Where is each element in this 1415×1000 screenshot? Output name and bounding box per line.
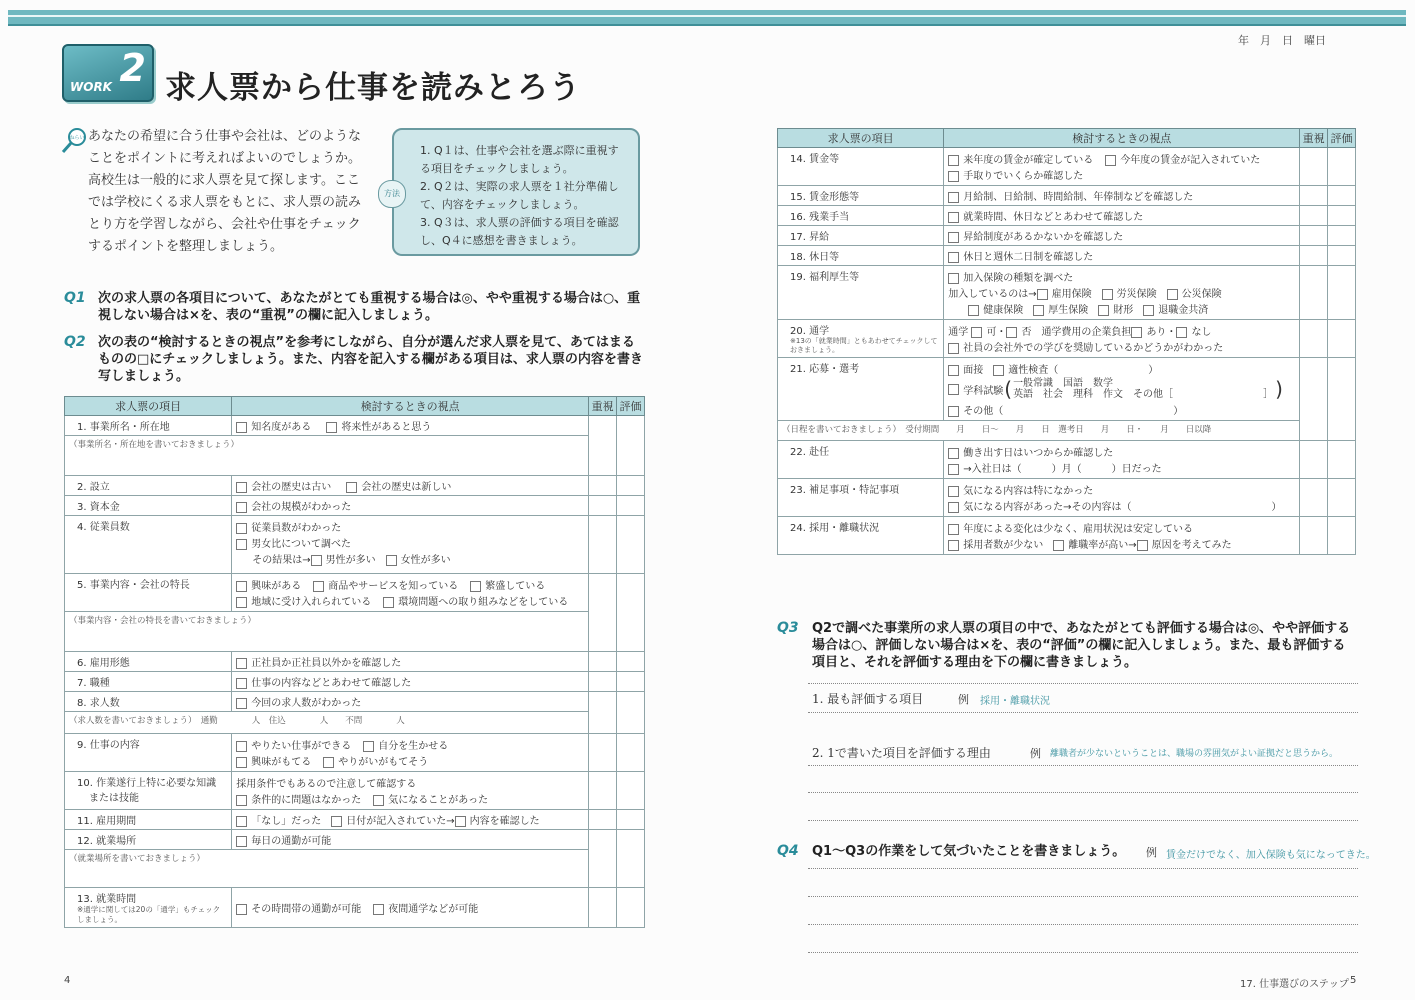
answer-2-field[interactable] — [808, 792, 1358, 793]
checkbox[interactable] — [236, 816, 247, 827]
option-label: 健康保険 — [983, 305, 1024, 316]
row-item-label: 7. 職種 — [65, 672, 232, 692]
q4-label: Q4 — [777, 843, 799, 859]
checkbox[interactable] — [236, 904, 247, 915]
row-options — [944, 517, 1300, 555]
rating-cell[interactable] — [617, 416, 645, 476]
row-item-label-line: 10. 作業遂行上特に必要な知識 — [77, 778, 217, 789]
row-item-label: 18. 休日等 — [778, 246, 944, 266]
option-label: 地域に受け入れられている — [251, 597, 372, 608]
checkbox[interactable] — [236, 678, 247, 689]
option-label: 繁盛している — [485, 581, 546, 592]
option-label: 適性検査（ — [1008, 365, 1059, 376]
option-label: 気になることがあった — [388, 795, 489, 806]
write-in-hint: （事業内容・会社の特長を書いておきましょう） — [69, 616, 257, 626]
rating-cell[interactable] — [617, 888, 645, 928]
checkbox[interactable] — [236, 698, 247, 709]
checkbox[interactable] — [948, 486, 959, 497]
importance-cell[interactable] — [1300, 320, 1328, 358]
importance-cell[interactable] — [589, 476, 617, 496]
checkbox[interactable] — [1137, 540, 1148, 551]
row-item-label: 4. 従業員数 — [65, 516, 232, 574]
row-options — [232, 888, 589, 928]
result-prefix: その結果は→ — [252, 555, 311, 566]
option-label: 公災保険 — [1181, 289, 1222, 300]
checkbox[interactable] — [313, 581, 324, 592]
q4-answer-field[interactable] — [808, 868, 1358, 869]
row-item-label: 23. 補足事項・特記事項 — [778, 479, 944, 517]
row-options — [944, 320, 1300, 358]
checkbox[interactable] — [1105, 155, 1116, 166]
rating-cell[interactable] — [617, 810, 645, 830]
option-label: 自分を生かせる — [378, 741, 449, 752]
importance-cell[interactable] — [589, 810, 617, 830]
badge-word: WORK — [70, 80, 112, 94]
col-header-importance: 重視 — [1300, 129, 1328, 148]
checkbox[interactable] — [948, 502, 959, 513]
option-label: 興味がもてる — [251, 757, 312, 768]
row-instruction: 採用条件でもあるので注意して確認する — [236, 779, 417, 790]
answer-2-example: 離職者が少ないということは、職場の雰囲気がよい証拠だと思うから。 — [1050, 749, 1339, 759]
checkbox[interactable] — [236, 523, 247, 534]
checkbox[interactable] — [373, 904, 384, 915]
row-options — [944, 186, 1300, 206]
option-label: 知名度がある — [251, 422, 312, 433]
rating-cell[interactable] — [617, 516, 645, 574]
option-label: 厚生保険 — [1048, 305, 1089, 316]
option-label: 離職率が高い→ — [1068, 540, 1137, 551]
answer-2-field[interactable] — [808, 820, 1358, 821]
checkbox[interactable] — [373, 795, 384, 806]
option-label: 条件的に問題はなかった — [251, 795, 362, 806]
option-label: 就業時間、休日などとあわせて確認した — [963, 212, 1144, 223]
checkbox[interactable] — [948, 524, 959, 535]
option-label: 年度による変化は少なく、雇用状況は安定している — [963, 524, 1194, 535]
option-label: 商品やサービスを知っている — [328, 581, 459, 592]
checkbox[interactable] — [948, 232, 959, 243]
method-badge: 方法 — [378, 180, 406, 208]
row-item-label: 1. 事業所名・所在地 — [65, 416, 232, 436]
rating-cell[interactable] — [1328, 517, 1356, 555]
answer-1-example: 採用・離職状況 — [980, 696, 1050, 707]
option-label: 加入保険の種類を調べた — [963, 273, 1074, 284]
option-label: 毎日の通勤が可能 — [251, 836, 332, 847]
row-options — [944, 266, 1300, 320]
write-in-hint: （求人数を書いておきましょう） — [69, 716, 193, 726]
importance-cell[interactable] — [589, 734, 617, 772]
rating-cell[interactable] — [617, 772, 645, 810]
option-label: 将来性があると思う — [341, 422, 432, 433]
option-label: 夜間通学などが可能 — [388, 904, 479, 915]
importance-cell[interactable] — [1300, 479, 1328, 517]
rating-cell[interactable] — [617, 652, 645, 672]
intro-text: あなたの希望に合う仕事や会社は、どのようなことをポイントに考えればよいのでしょうか。高校生は一般的に求人票を見て探します。ここでは学校にくる求人票をもとに、求人票の読みとり方を学習しながら、会社や仕事をチェックするポイントを整理しましょう。 — [88, 129, 362, 254]
method-item: 3. Q３は、求人票の評価する項目を確認し、Q４に感想を書きましょう。 — [420, 216, 619, 247]
row-item-label: 21. 応募・選考 — [778, 358, 944, 421]
right-checklist-table — [777, 128, 1356, 555]
importance-cell[interactable] — [1300, 148, 1328, 186]
row-item-label — [65, 772, 232, 810]
option-label: 仕事の内容などとあわせて確認した — [251, 678, 412, 689]
row-options — [232, 734, 589, 772]
row-options — [944, 206, 1300, 226]
checkbox[interactable] — [1102, 289, 1113, 300]
option-label: 労災保険 — [1116, 289, 1157, 300]
checkbox[interactable] — [236, 757, 247, 768]
row-item-label: 16. 残業手当 — [778, 206, 944, 226]
checkbox[interactable] — [383, 597, 394, 608]
option-label: 男女比について調べた — [251, 539, 352, 550]
option-label: 否 — [1021, 327, 1032, 338]
row-options — [232, 574, 589, 612]
checkbox[interactable] — [993, 365, 1004, 376]
importance-cell[interactable] — [589, 516, 617, 574]
checkbox[interactable] — [948, 448, 959, 459]
col-header-viewpoint: 検討するときの視点 — [232, 397, 589, 416]
rating-cell[interactable] — [1328, 148, 1356, 186]
method-item: 1. Q１は、仕事や会社を選ぶ際に重視する項目をチェックしましょう。 — [420, 144, 619, 175]
date-labels: 年 月 日 曜日 — [1238, 34, 1326, 47]
importance-cell[interactable] — [1300, 206, 1328, 226]
q4-answer-field[interactable] — [808, 952, 1358, 953]
row-item-label: 5. 事業内容・会社の特長 — [65, 574, 232, 612]
checkbox[interactable] — [968, 305, 979, 316]
row-item-label: 9. 仕事の内容 — [65, 734, 232, 772]
option-label: 雇用保険 — [1051, 289, 1092, 300]
checkbox[interactable] — [948, 252, 959, 263]
magnifier-icon — [60, 126, 90, 156]
rating-cell[interactable] — [1328, 266, 1356, 320]
option-label: その時間帯の通勤が可能 — [251, 904, 362, 915]
option-label: 財形 — [1113, 305, 1134, 316]
row-item-label: 17. 昇給 — [778, 226, 944, 246]
importance-cell[interactable] — [1300, 226, 1328, 246]
checkbox[interactable] — [948, 343, 959, 354]
rating-cell[interactable] — [1328, 246, 1356, 266]
row-item-label: 19. 福利厚生等 — [778, 266, 944, 320]
exam-subjects: ］ — [1263, 389, 1274, 400]
row-item-label: 24. 採用・離職状況 — [778, 517, 944, 555]
checkbox[interactable] — [236, 795, 247, 806]
q4-answer-field[interactable] — [808, 924, 1358, 925]
q2-text: 次の表の“検討するときの視点”を参考にしながら、自分が選んだ求人票を見て、あてはまるものの□にチェックしましょう。また、内容を記入する欄がある項目は、求人票の内容を書き写しましょう。 — [98, 335, 643, 384]
rating-cell[interactable] — [617, 496, 645, 516]
write-in-fields: 通勤 人 住込 人 不問 人 — [200, 716, 405, 726]
checkbox[interactable] — [470, 581, 481, 592]
option-label: 男性が多い — [325, 555, 376, 566]
row-options — [232, 496, 589, 516]
row-options — [944, 148, 1300, 186]
row-item-label: 22. 赴任 — [778, 441, 944, 479]
row-options — [232, 692, 589, 712]
importance-cell[interactable] — [1300, 246, 1328, 266]
write-in-hint: （就業場所を書いておきましょう） — [69, 854, 206, 864]
option-label: 学科試験 — [963, 385, 1004, 397]
badge-number: 2 — [119, 46, 146, 90]
chapter-label: 17. 仕事選びのステップ — [1240, 979, 1349, 990]
checkbox[interactable] — [1143, 305, 1154, 316]
checkbox[interactable] — [236, 741, 247, 752]
option-label: その他（ — [963, 406, 1004, 417]
write-in-field[interactable] — [65, 612, 589, 652]
rating-cell[interactable] — [1328, 320, 1356, 358]
rating-cell[interactable] — [1328, 441, 1356, 479]
row-item-label: 12. 就業場所 — [65, 830, 232, 850]
write-in-field[interactable] — [778, 421, 1300, 441]
checkbox[interactable] — [236, 482, 247, 493]
option-label: 来年度の賃金が確定している — [963, 155, 1094, 166]
row-options — [944, 226, 1300, 246]
q3-text: Q2で調べた事業所の求人票の項目の中で、あなたがとても評価する場合は◎、やや評価する場合は○、評価しない場合は×を、表の“評価”の欄に記入しましょう。また、最も評価する項目と、それを評価する理由を下の欄に書きましょう。 — [812, 621, 1351, 670]
checkbox[interactable] — [386, 555, 397, 566]
left-checklist-table — [64, 396, 645, 928]
option-label: 環境問題への取り組みなどをしている — [398, 597, 569, 608]
option-label: 会社の歴史は古い — [251, 482, 332, 493]
rating-cell[interactable] — [617, 692, 645, 734]
checkbox[interactable] — [1167, 289, 1178, 300]
row-options — [232, 652, 589, 672]
checkbox[interactable] — [1176, 327, 1187, 338]
row-options — [232, 772, 589, 810]
row-item-label: 14. 賃金等 — [778, 148, 944, 186]
row-options — [232, 672, 589, 692]
checkbox[interactable] — [455, 816, 466, 827]
option-label: 日付が記入されていた→ — [346, 816, 455, 827]
row-item-label: 6. 雇用形態 — [65, 652, 232, 672]
rating-cell[interactable] — [1328, 479, 1356, 517]
checkbox[interactable] — [331, 816, 342, 827]
row-item-label-line: 20. 通学 — [790, 326, 830, 337]
q4-text: Q1〜Q3の作業をして気づいたことを書きましょう。 — [812, 844, 1126, 859]
checkbox[interactable] — [236, 422, 247, 433]
checkbox[interactable] — [236, 597, 247, 608]
importance-cell[interactable] — [589, 496, 617, 516]
option-label: 手取りでいくらか確認した — [963, 171, 1084, 182]
checkbox[interactable] — [971, 327, 982, 338]
option-label: 休日と週休二日制を確認した — [963, 252, 1094, 263]
row-item-label: 2. 設立 — [65, 476, 232, 496]
exam-subjects: 一般常識 国語 数学 — [1013, 378, 1114, 389]
insurance-prefix: 加入しているのは→ — [948, 289, 1037, 300]
row-options — [944, 441, 1300, 479]
option-label: やりたい仕事ができる — [251, 741, 352, 752]
option-label: 可・ — [986, 327, 1007, 338]
checkbox[interactable] — [363, 741, 374, 752]
q2-label: Q2 — [64, 334, 86, 350]
checkbox[interactable] — [346, 482, 357, 493]
importance-cell[interactable] — [1300, 266, 1328, 320]
option-label: 会社の規模がわかった — [251, 502, 352, 513]
checkbox[interactable] — [236, 581, 247, 592]
option-label: 興味がある — [251, 581, 302, 592]
importance-cell[interactable] — [589, 574, 617, 652]
checkbox[interactable] — [236, 836, 247, 847]
q1-text: 次の求人票の各項目について、あなたがとても重視する場合は◎、やや重視する場合は○、重視しない場合は×を、表の“重視”の欄に記入しましょう。 — [98, 291, 641, 323]
rating-cell[interactable] — [617, 830, 645, 888]
q4-example-label: 例 — [1146, 846, 1157, 859]
checkbox[interactable] — [1131, 327, 1142, 338]
answer-rule — [808, 683, 1358, 684]
row-options — [944, 246, 1300, 266]
option-label: ） — [1271, 502, 1282, 513]
magnifier-label: ねらい — [69, 135, 85, 141]
col-header-rating: 評価 — [617, 397, 645, 416]
checkbox[interactable] — [236, 539, 247, 550]
row-options — [232, 476, 589, 496]
method-box — [392, 128, 640, 256]
row-options — [232, 516, 589, 574]
col-header-rating: 評価 — [1328, 129, 1356, 148]
option-label: 通学 — [948, 327, 969, 338]
option-label: 従業員数がわかった — [251, 523, 342, 534]
q1-label: Q1 — [64, 290, 86, 306]
row-item-subnote: ※13の「就業時間」ともあわせてチェックしておきましょう。 — [790, 337, 938, 354]
row-options — [232, 830, 589, 850]
importance-cell[interactable] — [1300, 186, 1328, 206]
importance-cell[interactable] — [589, 772, 617, 810]
option-label: やりがいがもてそう — [338, 757, 429, 768]
col-header-item: 求人票の項目 — [65, 397, 232, 416]
write-in-hint: （日程を書いておきましょう） — [782, 425, 897, 435]
col-header-importance: 重視 — [589, 397, 617, 416]
schedule-fields: 受付期間 月 日〜 月 日 選考日 月 日・ 月 日以降 — [905, 425, 1212, 435]
option-label: 「なし」だった — [251, 816, 322, 827]
rating-cell[interactable] — [1328, 186, 1356, 206]
checkbox[interactable] — [948, 171, 959, 182]
row-item-label: 3. 資本金 — [65, 496, 232, 516]
rating-cell[interactable] — [1328, 206, 1356, 226]
row-item-label: 8. 求人数 — [65, 692, 232, 712]
checkbox[interactable] — [948, 273, 959, 284]
row-options — [944, 479, 1300, 517]
option-label: なし — [1191, 327, 1212, 338]
answer-2-label: 2. 1で書いた項目を評価する理由 — [812, 746, 991, 760]
option-label: 採用者数が少ない — [963, 540, 1044, 551]
importance-cell[interactable] — [589, 692, 617, 734]
checkbox[interactable] — [948, 384, 959, 395]
work-badge — [62, 44, 154, 102]
checkbox[interactable] — [1006, 327, 1017, 338]
answer-2-field[interactable] — [808, 765, 1358, 766]
q3-label: Q3 — [777, 620, 799, 636]
checkbox[interactable] — [236, 502, 247, 513]
write-in-field[interactable] — [65, 436, 589, 476]
exam-subjects: 英語 社会 理科 作文 その他［ — [1013, 389, 1174, 400]
option-label: ） — [1173, 406, 1184, 417]
importance-cell[interactable] — [589, 652, 617, 672]
option-label: 正社員か正社員以外かを確認した — [251, 658, 402, 669]
q4-answer-field[interactable] — [808, 896, 1358, 897]
checkbox[interactable] — [1033, 305, 1044, 316]
option-label: 原因を考えてみた — [1151, 540, 1232, 551]
rating-cell[interactable] — [1328, 358, 1356, 441]
option-label: ） — [1148, 365, 1159, 376]
checkbox[interactable] — [236, 658, 247, 669]
write-in-hint: （事業所名・所在地を書いておきましょう） — [69, 440, 240, 450]
checkbox[interactable] — [323, 757, 334, 768]
checkbox[interactable] — [1098, 305, 1109, 316]
option-label: 気になる内容があった→その内容は（ — [963, 502, 1132, 513]
checkbox[interactable] — [948, 540, 959, 551]
row-item-label: 15. 賃金形態等 — [778, 186, 944, 206]
option-label: →入社日は（ ）月（ ）日だった — [963, 464, 1162, 475]
checkbox[interactable] — [326, 422, 337, 433]
option-label: 働き出す日はいつからか確認した — [963, 448, 1114, 459]
page-title: 求人票から仕事を読みとろう — [165, 70, 581, 106]
answer-1-example-label: 例 — [958, 693, 969, 706]
rating-cell[interactable] — [617, 574, 645, 652]
answer-1-field[interactable] — [808, 712, 1358, 713]
checkbox[interactable] — [948, 365, 959, 376]
row-options — [232, 810, 589, 830]
importance-cell[interactable] — [1300, 441, 1328, 479]
checkbox[interactable] — [948, 155, 959, 166]
option-label: 今年度の賃金が記入されていた — [1120, 155, 1261, 166]
write-in-field[interactable] — [65, 850, 589, 888]
col-header-item: 求人票の項目 — [778, 129, 944, 148]
row-options — [232, 416, 589, 436]
checkbox[interactable] — [311, 555, 322, 566]
option-label: 昇給制度があるかないかを確認した — [963, 232, 1124, 243]
answer-2-example-label: 例 — [1030, 747, 1041, 760]
option-label: 月給制、日給制、時間給制、年俸制などを確認した — [963, 192, 1194, 203]
checkbox[interactable] — [1037, 289, 1048, 300]
q4-example: 賃金だけでなく、加入保険も気になってきた。 — [1166, 850, 1376, 861]
importance-cell[interactable] — [589, 830, 617, 888]
row-item-label-line: 13. 就業時間 — [77, 894, 137, 905]
option-label: 会社の歴史は新しい — [361, 482, 452, 493]
option-label: 女性が多い — [400, 555, 451, 566]
importance-cell[interactable] — [589, 888, 617, 928]
row-item-label: 11. 雇用期間 — [65, 810, 232, 830]
option-label: 退職金共済 — [1158, 305, 1209, 316]
checkbox[interactable] — [948, 212, 959, 223]
option-label: あり・ — [1146, 327, 1177, 338]
checkbox[interactable] — [948, 464, 959, 475]
row-options: 面接 適性検査（ ） 学科試験 ( 一般常識 国語 数学 英語 社会 理科 作文 その他［ ］ ) その他（ ） — [944, 358, 1300, 421]
row-item-subnote: ※通学に関しては20の「通学」もチェックしましょう。 — [77, 905, 221, 924]
row-item-label-line: または技能 — [89, 793, 139, 804]
option-label: 今回の求人数がわかった — [251, 698, 362, 709]
col-header-viewpoint: 検討するときの視点 — [944, 129, 1300, 148]
importance-cell[interactable] — [1300, 517, 1328, 555]
rating-cell[interactable] — [617, 672, 645, 692]
checkbox[interactable] — [948, 406, 959, 417]
option-label: 内容を確認した — [469, 816, 540, 827]
checkbox[interactable] — [1053, 540, 1064, 551]
importance-cell[interactable] — [1300, 358, 1328, 441]
rating-cell[interactable] — [617, 734, 645, 772]
option-label: 気になる内容は特になかった — [963, 486, 1094, 497]
top-decorative-bar — [8, 10, 1406, 26]
importance-cell[interactable] — [589, 416, 617, 476]
write-in-field[interactable] — [65, 712, 589, 734]
answer-1-label: 1. 最も評価する項目 — [812, 692, 924, 706]
importance-cell[interactable] — [589, 672, 617, 692]
option-label: 通学費用の企業負担 — [1041, 327, 1132, 338]
right-page-number: 5 — [1350, 975, 1357, 986]
left-page-number: 4 — [64, 975, 71, 986]
option-label: 社員の会社外での学びを奨励しているかどうかがわかった — [963, 343, 1224, 354]
row-item-label — [65, 888, 232, 928]
rating-cell[interactable] — [617, 476, 645, 496]
option-label: 面接 — [963, 365, 984, 376]
checkbox[interactable] — [948, 192, 959, 203]
rating-cell[interactable] — [1328, 226, 1356, 246]
method-item: 2. Q２は、実際の求人票を１社分準備して、内容をチェックしましょう。 — [420, 180, 619, 211]
row-item-label — [778, 320, 944, 358]
